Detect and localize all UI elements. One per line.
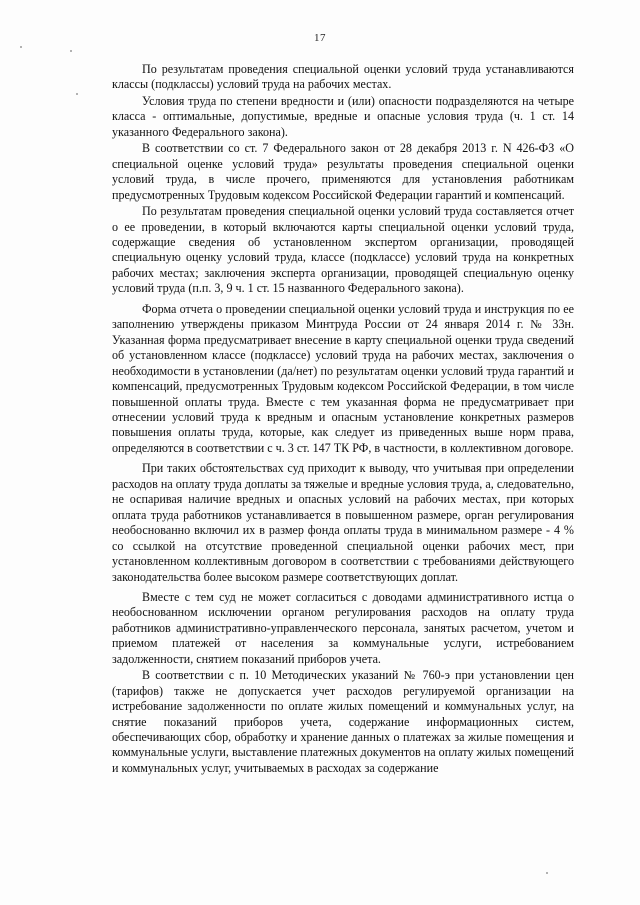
scan-speck [76, 93, 78, 95]
paragraph: При таких обстоятельствах суд приходит к выводу, что учитывая при определении расходов на оплату труда доплаты за тяжелые и вредные условия труда, а, следовательно, не оспаривая наличие вредных и опасных условий на рабочих местах, при которых оплата труда работников устанавливается в повышенном размере, орган регулирования необоснованно включил их в размер фонда оплаты труда в минимальном размере - 4 % со ссылкой на отсутствие проведенной специальной оценки рабочих мест, при установленном коллективным договором в соответствии с требованиями действующего законодательства более высоком размере соответствующих доплат. [112, 461, 574, 584]
paragraph: Форма отчета о проведении специальной оценки условий труда и инструкция по ее заполнению утверждены приказом Минтруда России от 24 января 2014 г. № 33н. Указанная форма предусматривает внесение в карту специальной оценки труда сведений об установленном классе (подклассе) условий труда на рабочих местах, заключения о необходимости в установлении (да/нет) по результатам оценки условий труда гарантий и компенсаций, предусмотренных Трудовым кодексом Российской Федерации, в том числе повышенной оплаты труда. Вместе с тем указанная форма не предусматривает при отнесении условий труда к вредным и опасным установление конкретных размеров повышения оплаты труда, которые, как следует из приведенных выше норм права, определяются в соответствии с ч. 3 ст. 147 ТК РФ, в частности, в коллективном договоре. [112, 301, 574, 455]
paragraph: По результатам проведения специальной оценки условий труда устанавливаются классы (подклассы) условий труда на рабочих местах. [112, 62, 574, 92]
page-number: 17 [314, 32, 326, 44]
scan-speck [546, 872, 548, 874]
document-body [112, 62, 574, 777]
paragraph: Условия труда по степени вредности и (или) опасности подразделяются на четыре класса - оптимальные, допустимые, вредные и опасные условия труда (ч. 1 ст. 14 указанного Федерального закона). [112, 93, 574, 139]
scan-speck [70, 50, 72, 52]
paragraph: В соответствии с п. 10 Методических указаний № 760-э при установлении цен (тарифов) также не допускается учет расходов регулируемой организации на истребование задолженности по оплате жилых помещений и коммунальных услуг, на снятие показаний приборов учета, содержание информационных систем, обеспечивающих сбор, обработку и хранение данных о платежах за жилые помещения и коммунальные услуги, выставление платежных документов на оплату жилых помещений и коммунальных услуг, учитываемых в расходах за содержание [112, 668, 574, 775]
paragraph: Вместе с тем суд не может согласиться с доводами административного истца о необоснованном исключении органом регулирования расходов на оплату труда работников административно-управленческого персонала, занятых расчетом, учетом и приемом платежей от населения за коммунальные услуги, истребованием задолженности, снятием показаний приборов учета. [112, 589, 574, 666]
paragraph: В соответствии со ст. 7 Федерального закон от 28 декабря 2013 г. N 426-ФЗ «О специальной оценке условий труда» результаты проведения специальной оценки условий труда, в числе прочего, применяются для установления работникам предусмотренных Трудовым кодексом Российской Федерации гарантий и компенсаций. [112, 141, 574, 202]
paragraph: По результатам проведения специальной оценки условий труда составляется отчет о ее проведении, в который включаются карты специальной оценки условий труда, содержащие сведения об установленном экспертом организации, проводящей специальную оценку условий труда, классе (подклассе) условий труда на конкретных рабочих местах; заключения эксперта организации, проводящей специальную оценку условий труда (п.п. 3, 9 ч. 1 ст. 15 названного Федерального закона). [112, 204, 574, 296]
scan-speck [20, 46, 22, 48]
